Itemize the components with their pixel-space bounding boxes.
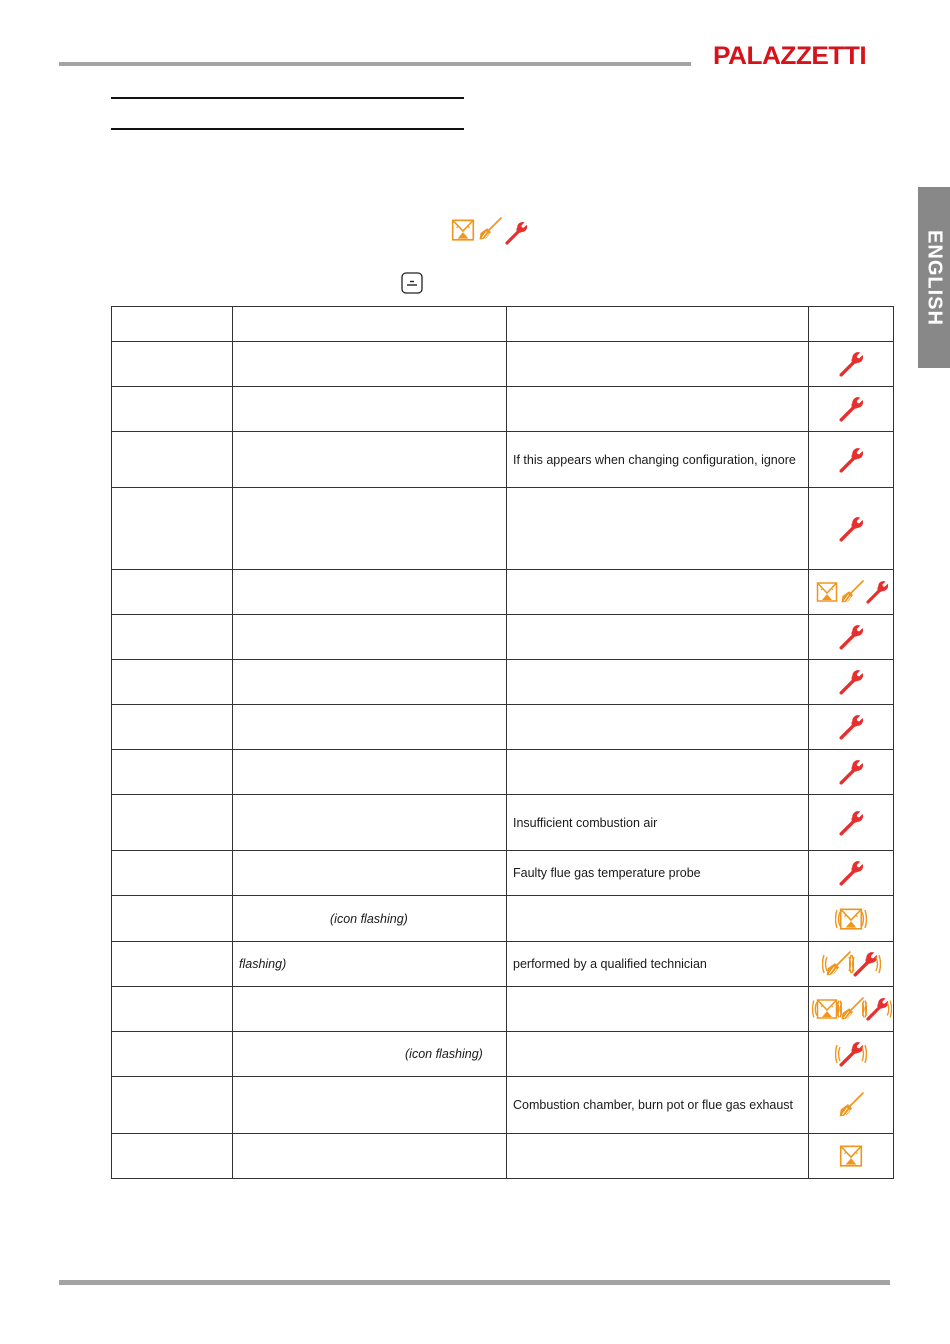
alarm-description-cell — [233, 488, 507, 570]
wrench-icon — [504, 221, 528, 245]
wrench-icon — [838, 860, 864, 886]
table-row — [112, 660, 894, 705]
alarm-code-cell — [112, 387, 233, 432]
wrench-icon — [838, 396, 864, 422]
alarm-code-cell — [112, 660, 233, 705]
alarm-icon-cell — [809, 660, 894, 705]
ash-box-flashing-icon — [815, 997, 839, 1021]
ash-box-icon — [838, 1143, 864, 1169]
brand-logo: PALAZZETTI — [713, 42, 867, 70]
table-row — [112, 387, 894, 432]
header-bar — [59, 62, 691, 66]
alarm-icons — [838, 906, 864, 932]
alarm-code-cell — [112, 705, 233, 750]
alarm-solution-cell — [507, 307, 809, 342]
alarm-code-cell — [112, 1077, 233, 1134]
alarm-icon-cell — [809, 795, 894, 851]
alarm-solution-cell: performed by a qualified technician — [507, 942, 809, 987]
alarm-solution-cell: If this appears when changing configuration, ignore — [507, 432, 809, 488]
alarm-table — [111, 306, 894, 1179]
alarm-icon-cell — [809, 387, 894, 432]
alarm-icons — [815, 580, 889, 604]
alarm-code-cell — [112, 570, 233, 615]
wrench-icon — [838, 759, 864, 785]
alarm-code-cell — [112, 342, 233, 387]
alarm-code-cell — [112, 1032, 233, 1077]
wrench-icon — [838, 624, 864, 650]
table-row — [112, 432, 894, 488]
table-row — [112, 488, 894, 570]
table-row — [112, 1032, 894, 1077]
wrench-icon — [838, 516, 864, 542]
alarm-description-text: flashing) — [239, 957, 287, 971]
alarm-icon-cell — [809, 1134, 894, 1179]
alarm-solution-cell — [507, 705, 809, 750]
alarm-icon-cell — [809, 615, 894, 660]
alarm-solution-cell — [507, 570, 809, 615]
alarm-code-cell — [112, 307, 233, 342]
alarm-description-text: (icon flashing) — [405, 1047, 483, 1061]
language-tab-label: ENGLISH — [923, 229, 946, 326]
alarm-description-cell — [233, 987, 507, 1032]
ash-box-icon — [815, 580, 839, 604]
table-row — [112, 1134, 894, 1179]
alarm-description-text: (icon flashing) — [330, 911, 408, 926]
alarm-icon-cell — [809, 750, 894, 795]
alarm-description-cell — [233, 342, 507, 387]
alarm-description-cell — [233, 1077, 507, 1134]
title-rule-bottom — [111, 128, 464, 130]
alarm-code-cell — [112, 615, 233, 660]
table-row — [112, 851, 894, 896]
alarm-description-cell — [233, 615, 507, 660]
alarm-icon-cell — [809, 942, 894, 987]
table-row — [112, 987, 894, 1032]
wrench-flashing-icon — [865, 997, 889, 1021]
alarm-description-cell — [233, 660, 507, 705]
broom-icon — [838, 1092, 864, 1118]
alarm-icons — [838, 516, 864, 542]
table-row — [112, 342, 894, 387]
alarm-solution-cell: Faulty flue gas temperature probe — [507, 851, 809, 896]
alarm-description-cell — [233, 387, 507, 432]
alarm-icons — [838, 810, 864, 836]
alarm-icons — [838, 624, 864, 650]
table-row — [112, 896, 894, 942]
alarm-code-cell — [112, 1134, 233, 1179]
table-row — [112, 942, 894, 987]
alarm-icons — [825, 951, 878, 977]
alarm-code-cell — [112, 432, 233, 488]
alarm-description-cell — [233, 432, 507, 488]
alarm-code-cell — [112, 851, 233, 896]
alarm-solution-cell — [507, 615, 809, 660]
table-row — [112, 750, 894, 795]
alarm-icon-cell — [809, 851, 894, 896]
alarm-code-cell — [112, 795, 233, 851]
alarm-code-cell — [112, 488, 233, 570]
alarm-icons — [838, 860, 864, 886]
alarm-icon-cell — [809, 570, 894, 615]
alarm-description-cell — [233, 750, 507, 795]
alarm-description-cell — [233, 851, 507, 896]
alarm-description-cell — [233, 1032, 507, 1077]
table-row — [112, 615, 894, 660]
legend-icons — [450, 217, 528, 245]
alarm-solution-cell — [507, 1134, 809, 1179]
alarm-solution-cell: Insufficient combustion air — [507, 795, 809, 851]
broom-flashing-icon — [840, 997, 864, 1021]
language-tab — [918, 187, 950, 368]
table-row — [112, 705, 894, 750]
alarm-solution-cell — [507, 387, 809, 432]
alarm-solution-cell — [507, 1032, 809, 1077]
wrench-icon — [838, 351, 864, 377]
alarm-icons — [815, 997, 889, 1021]
wrench-flashing-icon — [838, 1041, 864, 1067]
alarm-description-cell — [233, 705, 507, 750]
alarm-icons — [838, 351, 864, 377]
ash-box-flashing-icon — [838, 906, 864, 932]
alarm-solution-cell — [507, 987, 809, 1032]
alarm-solution-cell — [507, 488, 809, 570]
alarm-solution-cell — [507, 342, 809, 387]
wrench-icon — [865, 580, 889, 604]
wrench-icon — [838, 447, 864, 473]
alarm-icon-cell — [809, 1032, 894, 1077]
wrench-icon — [838, 669, 864, 695]
alarm-description-cell — [233, 795, 507, 851]
alarm-icons — [838, 669, 864, 695]
alarm-code-cell — [112, 750, 233, 795]
alarm-icon-cell — [809, 896, 894, 942]
wrench-flashing-icon — [852, 951, 878, 977]
wrench-icon — [838, 810, 864, 836]
alarm-icons — [838, 1143, 864, 1169]
broom-flashing-icon — [825, 951, 851, 977]
menu-key-icon — [401, 272, 423, 294]
alarm-icons — [838, 759, 864, 785]
alarm-solution-cell — [507, 660, 809, 705]
table-row — [112, 307, 894, 342]
broom-icon — [840, 580, 864, 604]
alarm-icon-cell — [809, 307, 894, 342]
alarm-solution-cell — [507, 750, 809, 795]
alarm-icons — [838, 714, 864, 740]
alarm-solution-cell: Combustion chamber, burn pot or flue gas exhaust — [507, 1077, 809, 1134]
wrench-icon — [838, 714, 864, 740]
alarm-description-cell — [233, 570, 507, 615]
alarm-code-cell — [112, 896, 233, 942]
ash-box-icon — [450, 217, 476, 245]
alarm-icon-cell — [809, 342, 894, 387]
alarm-icons — [838, 1092, 864, 1118]
alarm-description-cell — [233, 896, 507, 942]
alarm-description-cell — [233, 307, 507, 342]
alarm-icon-cell — [809, 432, 894, 488]
alarm-icon-cell — [809, 1077, 894, 1134]
alarm-icons — [838, 1041, 864, 1067]
alarm-icon-cell — [809, 705, 894, 750]
alarm-icon-cell — [809, 488, 894, 570]
table-row — [112, 795, 894, 851]
alarm-solution-cell — [507, 896, 809, 942]
alarm-icon-cell — [809, 987, 894, 1032]
broom-icon — [478, 217, 502, 245]
table-row — [112, 570, 894, 615]
alarm-description-cell — [233, 1134, 507, 1179]
alarm-icons — [838, 396, 864, 422]
table-row — [112, 1077, 894, 1134]
alarm-icons — [838, 447, 864, 473]
alarm-code-cell — [112, 942, 233, 987]
footer-bar — [59, 1280, 890, 1285]
alarm-description-cell — [233, 942, 507, 987]
title-rule-top — [111, 97, 464, 99]
alarm-code-cell — [112, 987, 233, 1032]
